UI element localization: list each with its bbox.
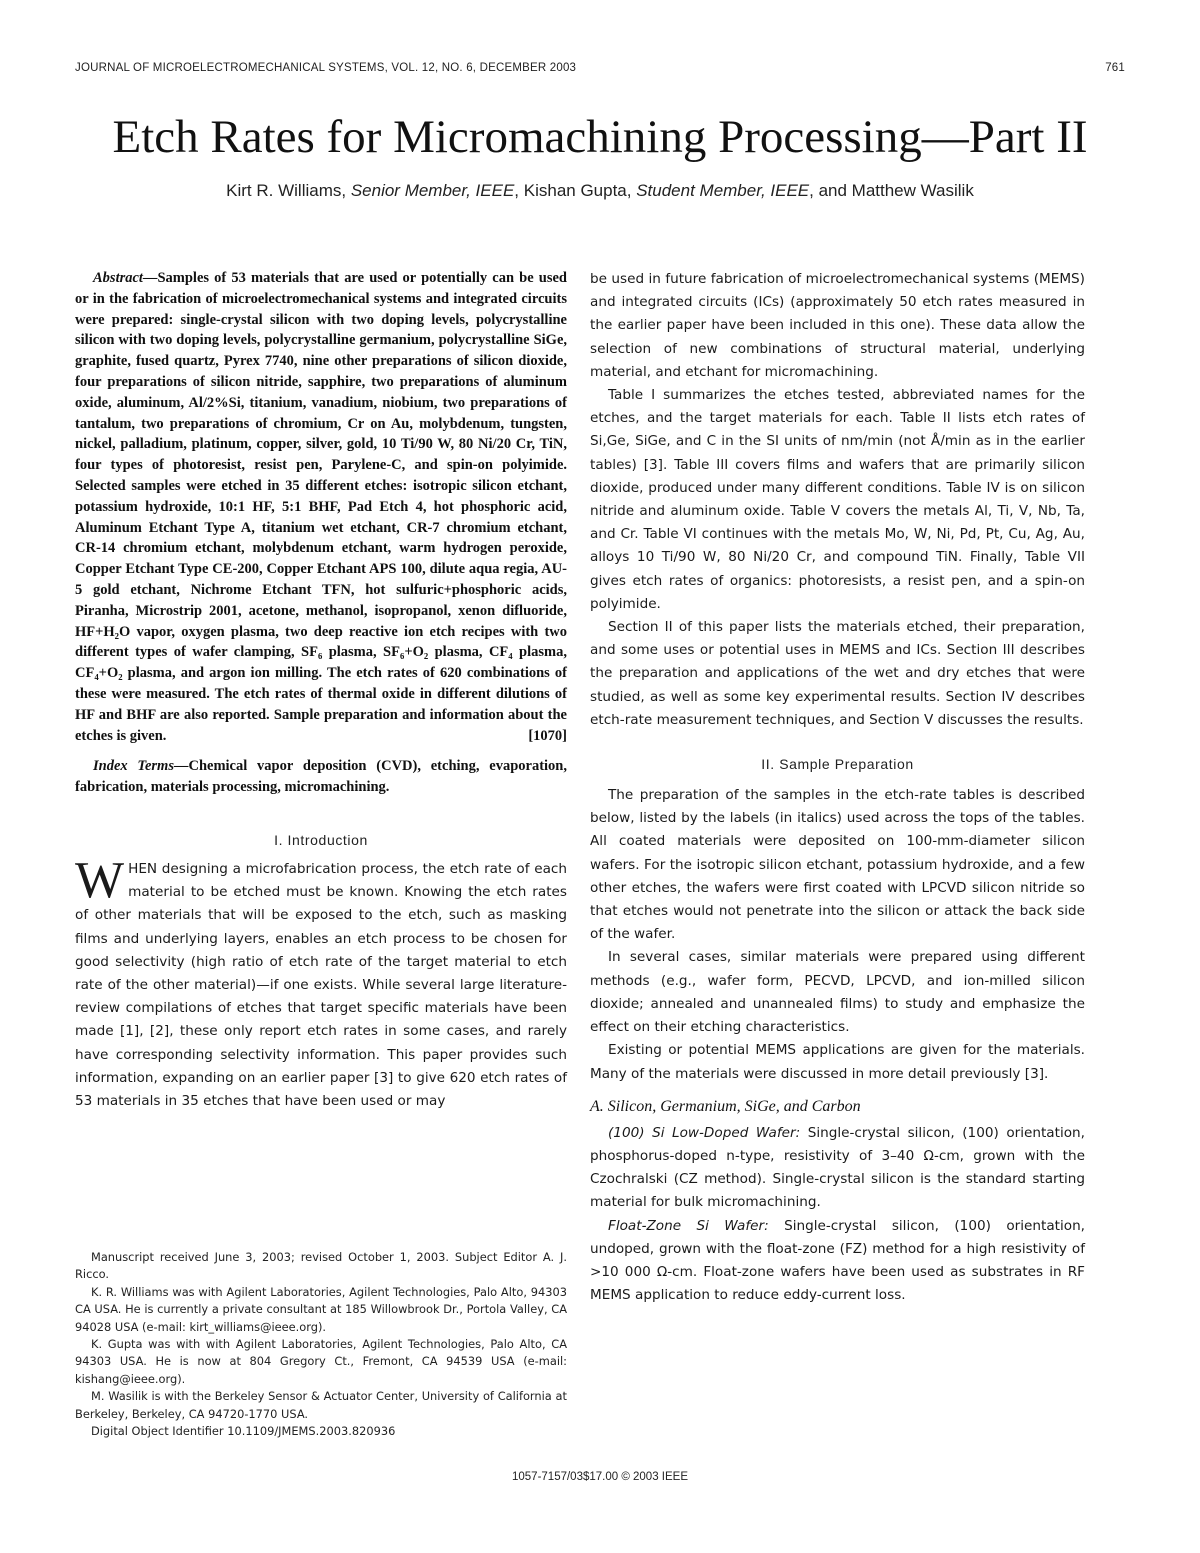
run-in-label: Float-Zone Si Wafer: <box>608 1217 769 1234</box>
paragraph-text: Single-crystal silicon, (100) orientation, undoped, grown with the float-zone (FZ) method for a high resistivity of >10 000 Ω-cm. Float-zone wafers have been used as substrates in RF MEMS application to reduce eddy-current loss. <box>590 1217 1086 1304</box>
footnote: M. Wasilik is with the Berkeley Sensor & Actuator Center, University of California at Berkeley, Berkeley, CA 94720-1770 USA. <box>75 1389 567 1421</box>
journal-name: JOURNAL OF MICROELECTROMECHANICAL SYSTEMS, VOL. 12, NO. 6, DECEMBER 2003 <box>75 62 577 74</box>
copyright-footer: 1057-7157/03$17.00 © 2003 IEEE <box>511 1471 688 1483</box>
paragraph-text: Single-crystal silicon, (100) orientation, phosphorus-doped n-type, resistivity of 3–40 Ω-cm, grown with the Czochralski (CZ method). Single-crystal silicon is the standard starting material for bulk micromachining. <box>590 1124 1085 1211</box>
abstract-reference-number: [1070] <box>528 727 567 744</box>
body-paragraph: Table I summarizes the etches tested, abbreviated names for the etches, and the target materials for each. Table II lists etch rates of Si,Ge, SiGe, and C in the SI units of nm/min (not Å/min as in the earlier tables) [3]. Table III covers films and wafers that are primarily silicon dioxide, produced under many different conditions. Table IV is on silicon nitride and aluminum oxide. Table V covers the metals Al, Ti, V, Nb, Ta, and Cr. Table VI continues with the metals Mo, W, Ni, Pd, Pt, Cu, Ag, Au, alloys 10 Ti/90 W, 80 Ni/20 Cr, and compound TiN. Finally, Table VII gives etch rates of organics: photoresists, a resist pen, and a spin-on polyimide. <box>590 387 1085 612</box>
footnote: K. R. Williams was with Agilent Laboratories, Agilent Technologies, Palo Alto, 94303 CA USA. He is currently a private consultant at 185 Willowbrook Dr., Portola Valley, CA 94028 USA (e-mail: kirt_williams@ieee.org). <box>75 1284 567 1334</box>
right-column <box>590 268 1085 1307</box>
abstract <box>75 268 567 746</box>
drop-cap: W <box>75 851 125 909</box>
body-paragraph: In several cases, similar materials were prepared using different methods (e.g., wafer form, PECVD, LPCVD, and ion-milled silicon dioxide; annealed and unannealed films) to study and emphasize the effect on their etching characteristics. <box>590 949 1085 1036</box>
body-paragraph: Existing or potential MEMS applications are given for the materials. Many of the materials were discussed in more detail previously [3]. <box>590 1042 1085 1082</box>
footnote: Manuscript received June 3, 2003; revised October 1, 2003. Subject Editor A. J. Ricco. <box>75 1250 567 1282</box>
footnote-doi: Digital Object Identifier 10.1109/JMEMS.2003.820936 <box>91 1424 396 1439</box>
author-membership: Senior Member, IEEE <box>350 181 515 200</box>
author-list <box>0 181 1200 201</box>
author-membership: Student Member, IEEE <box>636 181 810 200</box>
running-header <box>75 62 1125 82</box>
abstract-label: Abstract— <box>93 270 158 286</box>
author-run: Kirt R. Williams, <box>226 181 351 200</box>
body-paragraph: The preparation of the samples in the etch-rate tables is described below, listed by the labels (in italics) used across the tops of the tables. All coated materials were deposited on 100-mm-diameter silicon wafers. For the isotropic silicon etchant, potassium hydroxide, and a few other etches, the wafers were first coated with LPCVD silicon nitride so that etches would not penetrate into the silicon or attack the back side of the wafer. <box>590 787 1085 943</box>
body-paragraph <box>590 1122 1085 1215</box>
introduction-paragraph <box>75 851 567 1113</box>
index-terms <box>75 756 567 798</box>
subsection-heading-silicon: A. Silicon, Germanium, SiGe, and Carbon <box>590 1097 861 1115</box>
left-column <box>75 268 567 1113</box>
abstract-text: Samples of 53 materials that are used or potentially can be used or in the fabrication of microelectromechanical systems and integrated circuits were prepared: single-crystal silicon with two doping levels, polycrystalline silicon with two doping levels, polycrystalline germanium, polycrystalline SiGe, graphite, fused quartz, Pyrex 7740, nine other preparations of silicon dioxide, four preparations of silicon nitride, sapphire, two preparations of aluminum oxide, aluminum, Al/2%Si, titanium, vanadium, niobium, two preparations of tantalum, two preparations of chromium, Cr on Au, molybdenum, tungsten, nickel, palladium, platinum, copper, silver, gold, 10 Ti/90 W, 80 Ni/20 Cr, TiN, four types of photoresist, resist pen, Parylene-C, and spin-on polyimide. Selected samples were etched in 35 different etches: isotropic silicon etchant, potassium hydroxide, 10:1 HF, 5:1 BHF, Pad Etch 4, hot phosphoric acid, Aluminum Etchant Type A, titanium wet etchant, CR-7 chromium etchant, CR-14 chromium etchant, molybdenum etchant, warm hydrogen peroxide, Copper Etchant Type CE-200, Copper Etchant APS 100, dilute aqua regia, AU-5 gold etchant, Nichrome Etchant TFN, hot sulfuric+phosphoric acids, Piranha, Microstrip 2001, acetone, methanol, isopropanol, xenon difluoride, HF+H₂O vapor, oxygen plasma, two deep reactive ion etch recipes with two different types of wafer clamping, SF₆ plasma, SF₆+O₂ plasma, CF₄ plasma, CF₄+O₂ plasma, and argon ion milling. The etch rates of 620 combinations of these were measured. The etch rates of thermal oxide in different dilutions of HF and BHF are also reported. Sample preparation and information about the etches is given. <box>75 270 567 744</box>
author-run: , Kishan Gupta, <box>514 181 637 200</box>
body-paragraph: Section II of this paper lists the materials etched, their preparation, and some uses or potential uses in MEMS and ICs. Section III describes the preparation and applications of the wet and dry etches that were studied, as well as some key experimental results. Section IV describes etch-rate measurement techniques, and Section V discusses the results. <box>590 619 1085 728</box>
section-heading-sample-preparation: II. Sample Preparation <box>761 756 914 773</box>
introduction-text: HEN designing a microfabrication process, the etch rate of each material to be etched must be known. Knowing the etch rates of other materials that will be exposed to the etch, such as masking films and underlying layers, enables an etch process to be chosen for good selectivity (high ratio of etch rate of the target material to etch rate of the other material)—if one exists. While several large literature-review compilations of etches that target specific materials have been made [1], [2], these only report etch rates in some cases, and rarely have corresponding selectivity information. This paper provides such information, expanding on an earlier paper [3] to give 620 etch rates of 53 materials in 35 etches that have been used or may <box>75 860 567 1109</box>
section-heading-introduction: I. Introduction <box>274 831 368 848</box>
body-paragraph: be used in future fabrication of microelectromechanical systems (MEMS) and integrated circuits (ICs) (approximately 50 etch rates measured in the earlier paper have been included in this one). These data allow the selection of new combinations of structural material, underlying material, and etchant for micromachining. <box>590 271 1085 380</box>
index-terms-text: Chemical vapor deposition (CVD), etching, evaporation, fabrication, materials processing, micromachining. <box>75 758 567 796</box>
footnotes <box>75 1249 567 1440</box>
paper-title: Etch Rates for Micromachining Processing—Part II <box>112 111 1088 163</box>
page-number: 761 <box>1105 62 1125 74</box>
body-paragraph <box>590 1215 1085 1308</box>
run-in-label: (100) Si Low-Doped Wafer: <box>608 1124 801 1141</box>
author-run: , and Matthew Wasilik <box>809 181 974 200</box>
index-terms-label: Index Terms— <box>93 758 189 775</box>
footnote: K. Gupta was with with Agilent Laboratories, Agilent Technologies, Palo Alto, CA 94303 USA. He is now at 804 Gregory Ct., Fremont, CA 94539 USA (e-mail: kishang@ieee.org). <box>75 1337 567 1386</box>
